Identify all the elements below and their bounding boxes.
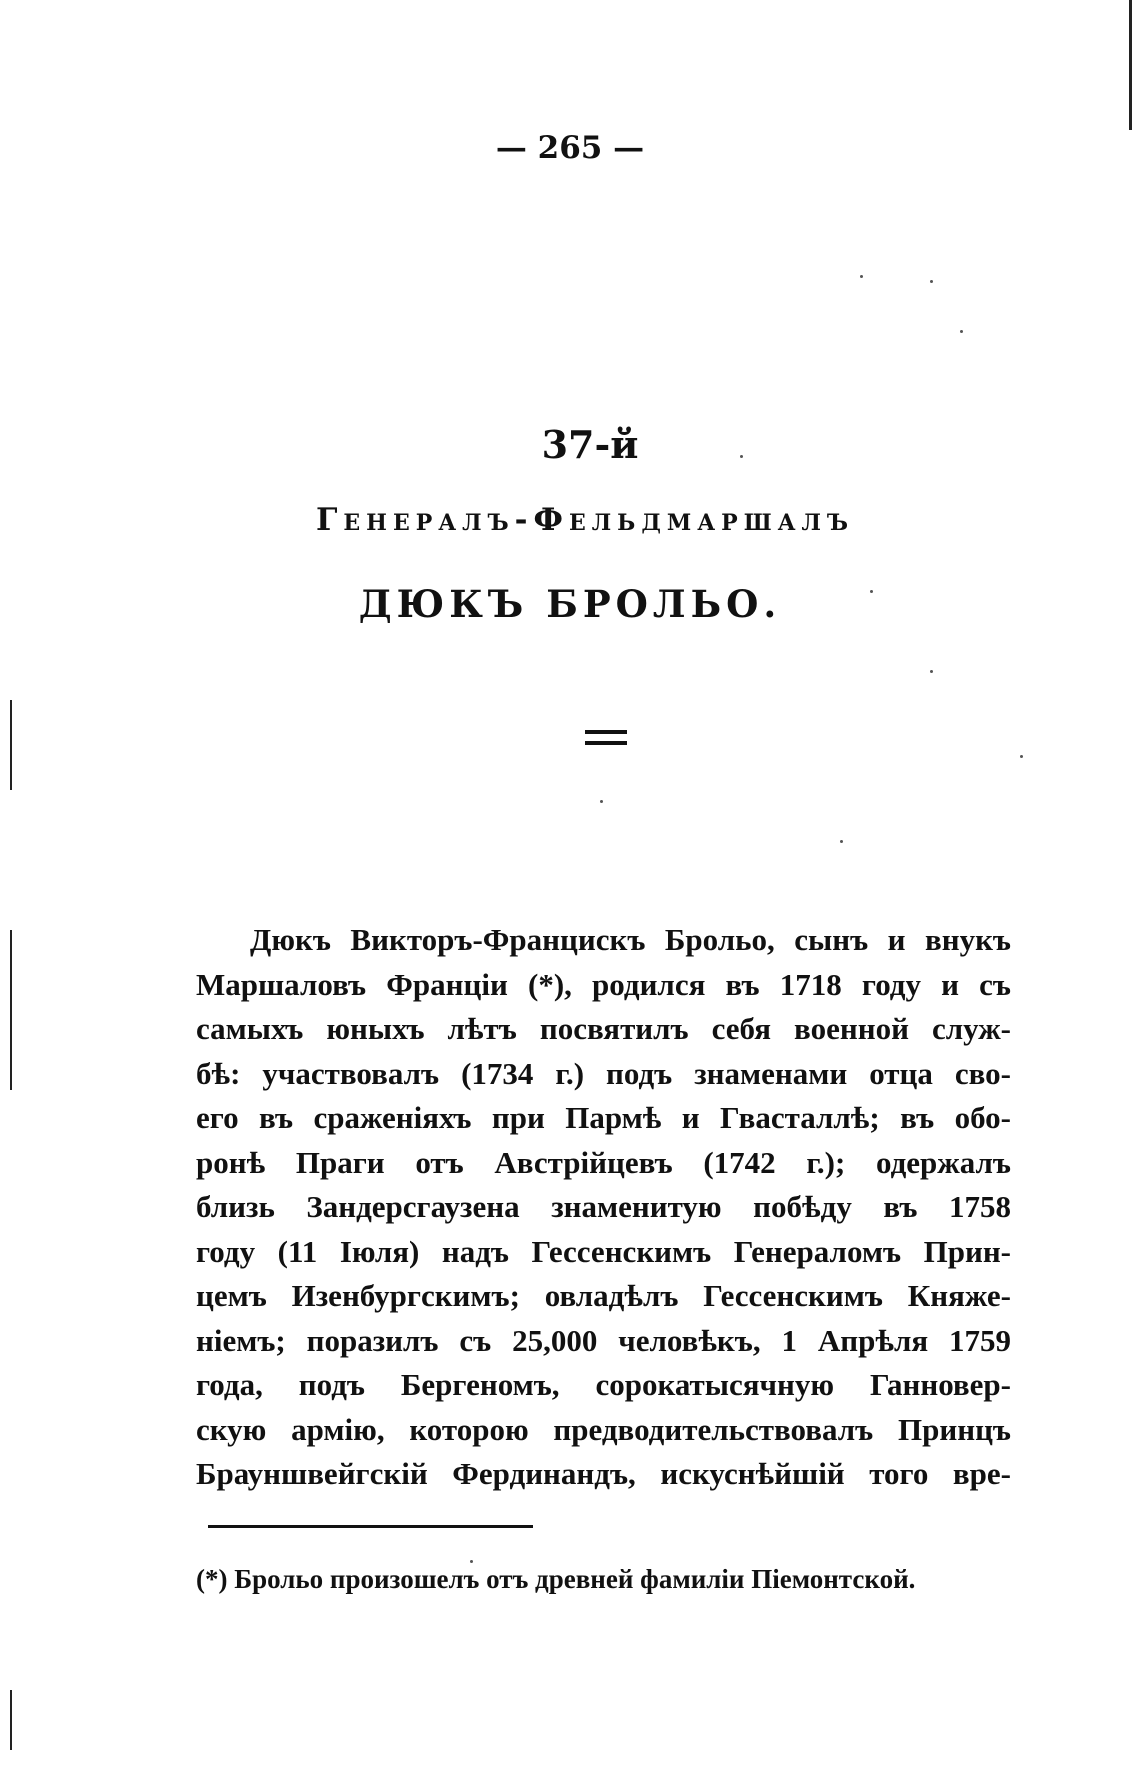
scan-speck — [860, 275, 863, 278]
text-line: году (11 Іюля) надъ Гессенскимъ Генераломъ Прин- — [196, 1233, 1011, 1269]
text-line: его въ сраженіяхъ при Пармѣ и Гвасталлѣ; въ обо- — [196, 1100, 1011, 1135]
scan-speck — [1020, 755, 1023, 758]
text-line: скую армію, которою предводительствовалъ Принцъ — [196, 1411, 1011, 1447]
page-number: — 265 — — [495, 130, 645, 166]
scan-speck — [930, 670, 933, 673]
text-line: ніемъ; поразилъ съ 25,000 человѣкъ, 1 Апрѣля 1759 — [196, 1322, 1011, 1358]
double-rule-ornament — [585, 730, 627, 752]
scan-speck — [960, 330, 963, 333]
scan-speck — [930, 280, 933, 283]
scan-speck — [840, 840, 843, 843]
text-line: близь Зандерсгаузена знаменитую побѣду въ 1758 — [196, 1189, 1011, 1224]
text-line: самыхъ юныхъ лѣтъ посвятилъ себя военной служ- — [196, 1011, 1011, 1046]
rank-title: Генералъ-Фельдмаршалъ — [315, 502, 855, 538]
text-line: ронѣ Праги отъ Австрійцевъ (1742 г.); одержалъ — [196, 1144, 1011, 1180]
scan-speck — [740, 455, 743, 458]
footnote-separator — [208, 1525, 533, 1528]
text-line: Брауншвейгскій Фердинандъ, искуснѣйшій того вре- — [196, 1456, 1011, 1491]
scan-margin-line — [10, 700, 12, 790]
text-line: Дюкъ Викторъ-Францискъ Брольо, сынъ и внукъ — [250, 922, 1011, 957]
scan-speck — [870, 590, 873, 593]
chapter-ordinal: 37-й — [541, 422, 639, 467]
text-line: цемъ Изенбургскимъ; овладѣлъ Гессенскимъ Княже- — [196, 1278, 1011, 1313]
text-line: года, подъ Бергеномъ, сорокатысячную Ганновер- — [196, 1367, 1011, 1402]
subject-name-heading: ДЮКЪ БРОЛЬО. — [358, 582, 782, 626]
scan-margin-line — [10, 930, 12, 1090]
scan-speck — [600, 800, 603, 803]
scan-margin-line — [10, 1690, 12, 1750]
scan-margin-line-right — [1129, 0, 1132, 130]
text-line: Маршаловъ Франціи (*), родился въ 1718 году и съ — [196, 966, 1011, 1002]
body-paragraph — [196, 918, 1011, 1497]
scan-speck — [470, 1560, 473, 1563]
footnote: (*) Брольо произошелъ отъ древней фамиліи Піемонтской. — [196, 1564, 916, 1594]
text-line: бѣ: участвовалъ (1734 г.) подъ знаменами отца сво- — [196, 1055, 1011, 1091]
